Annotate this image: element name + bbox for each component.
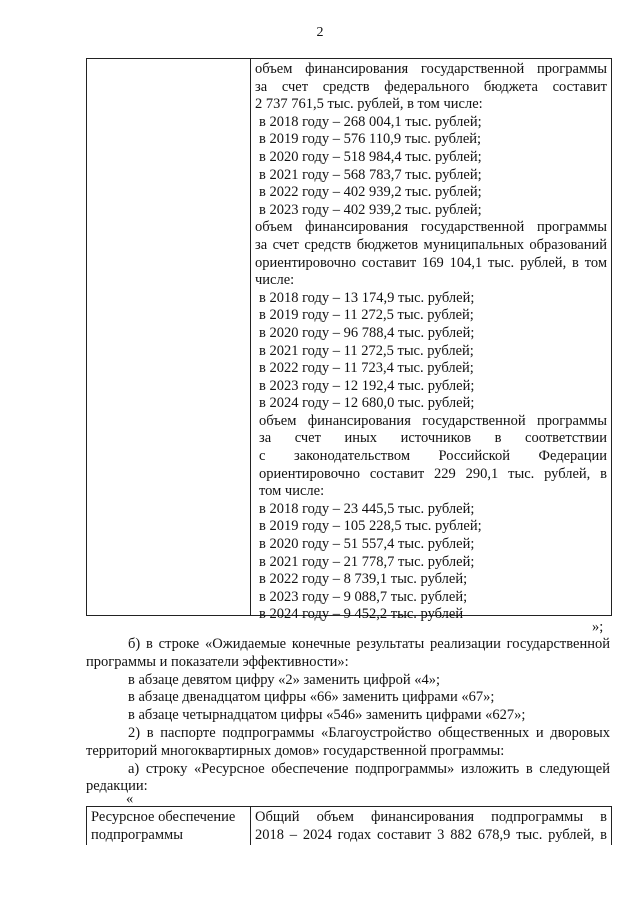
other-intro-line: объем финансирования государственной программы <box>259 412 607 429</box>
resource-value-line: 2018 – 2024 годах составит 3 882 678,9 тыс. рублей, в <box>255 826 607 843</box>
federal-year-line: в 2022 году – 402 939,2 тыс. рублей; <box>259 184 482 201</box>
other-year-line: в 2020 году – 51 557,4 тыс. рублей; <box>259 536 475 553</box>
other-year-line: в 2024 году – 9 452,2 тыс. рублей <box>259 606 464 623</box>
funding-table <box>86 58 612 623</box>
other-year-line: в 2022 году – 8 739,1 тыс. рублей; <box>259 571 468 588</box>
resource-value-line: Общий объем финансирования подпрограммы в <box>255 809 607 825</box>
federal-year-line: в 2021 году – 568 783,7 тыс. рублей; <box>259 166 482 183</box>
paragraph-line: территорий многоквартирных домов» государственной программы: <box>86 742 505 759</box>
municipal-year-line: в 2022 году – 11 723,4 тыс. рублей; <box>259 360 474 377</box>
paragraph-line: в абзаце двенадцатом цифры «66» заменить цифрами «67»; <box>128 689 495 706</box>
municipal-year-line: в 2024 году – 12 680,0 тыс. рублей; <box>259 395 475 412</box>
municipal-intro-line: ориентировочно составит 169 104,1 тыс. рублей, в том <box>255 254 607 271</box>
table-column-divider <box>250 59 251 615</box>
other-year-line: в 2019 году – 105 228,5 тыс. рублей; <box>259 518 482 535</box>
paragraph-line: редакции: <box>86 778 148 795</box>
resource-table <box>86 806 612 845</box>
municipal-year-line: в 2020 году – 96 788,4 тыс. рублей; <box>259 324 475 341</box>
page-number: 2 <box>316 25 324 40</box>
municipal-year-line: в 2019 году – 11 272,5 тыс. рублей; <box>259 307 474 324</box>
other-intro-line: за счет иных источников в соответствии <box>259 430 607 447</box>
table-column-divider <box>250 807 251 845</box>
federal-year-line: в 2020 году – 518 984,4 тыс. рублей; <box>259 148 482 165</box>
other-intro-line: с законодательством Российской Федерации <box>259 448 607 465</box>
closing-quote: »; <box>592 619 604 635</box>
paragraph-line: в абзаце четырнадцатом цифры «546» заменить цифрами «627»; <box>128 707 526 724</box>
other-intro-line: ориентировочно составит 229 290,1 тыс. рублей, в <box>259 465 607 482</box>
federal-year-line: в 2018 году – 268 004,1 тыс. рублей; <box>259 113 482 130</box>
other-year-line: в 2018 году – 23 445,5 тыс. рублей; <box>259 500 475 517</box>
federal-intro-line: объем финансирования государственной программы <box>255 61 607 77</box>
municipal-intro-line: объем финансирования государственной программы <box>255 219 607 236</box>
other-year-line: в 2021 году – 21 778,7 тыс. рублей; <box>259 553 475 570</box>
paragraph-line: б) в строке «Ожидаемые конечные результаты реализации государственной <box>128 636 610 652</box>
funding-cell <box>255 61 607 624</box>
paragraph-line: программы и показатели эффективности»: <box>86 653 349 670</box>
federal-year-line: в 2023 году – 402 939,2 тыс. рублей; <box>259 201 482 218</box>
municipal-year-line: в 2021 году – 11 272,5 тыс. рублей; <box>259 342 474 359</box>
municipal-intro-line: за счет средств бюджетов муниципальных образований <box>255 236 607 253</box>
resource-value-cell <box>255 809 607 844</box>
paragraph-line: а) строку «Ресурсное обеспечение подпрограммы» изложить в следующей <box>128 760 610 777</box>
other-year-line: в 2023 году – 9 088,7 тыс. рублей; <box>259 588 468 605</box>
resource-label-cell <box>91 809 247 844</box>
opening-quote: « <box>126 791 134 807</box>
municipal-year-line: в 2018 году – 13 174,9 тыс. рублей; <box>259 289 475 306</box>
amendment-text <box>86 636 610 796</box>
federal-intro-line: за счет средств федерального бюджета составит <box>255 78 607 95</box>
paragraph-line: в абзаце девятом цифру «2» заменить цифрой «4»; <box>128 671 440 688</box>
municipal-year-line: в 2023 году – 12 192,4 тыс. рублей; <box>259 377 475 394</box>
municipal-intro-line: числе: <box>255 272 295 289</box>
other-intro-line: том числе: <box>259 483 325 500</box>
federal-year-line: в 2019 году – 576 110,9 тыс. рублей; <box>259 131 482 148</box>
federal-intro-line: 2 737 761,5 тыс. рублей, в том числе: <box>255 96 483 113</box>
paragraph-line: 2) в паспорте подпрограммы «Благоустройство общественных и дворовых <box>128 724 610 741</box>
resource-label-line: Ресурсное обеспечение <box>91 809 236 825</box>
resource-label-line: подпрограммы <box>91 826 183 843</box>
